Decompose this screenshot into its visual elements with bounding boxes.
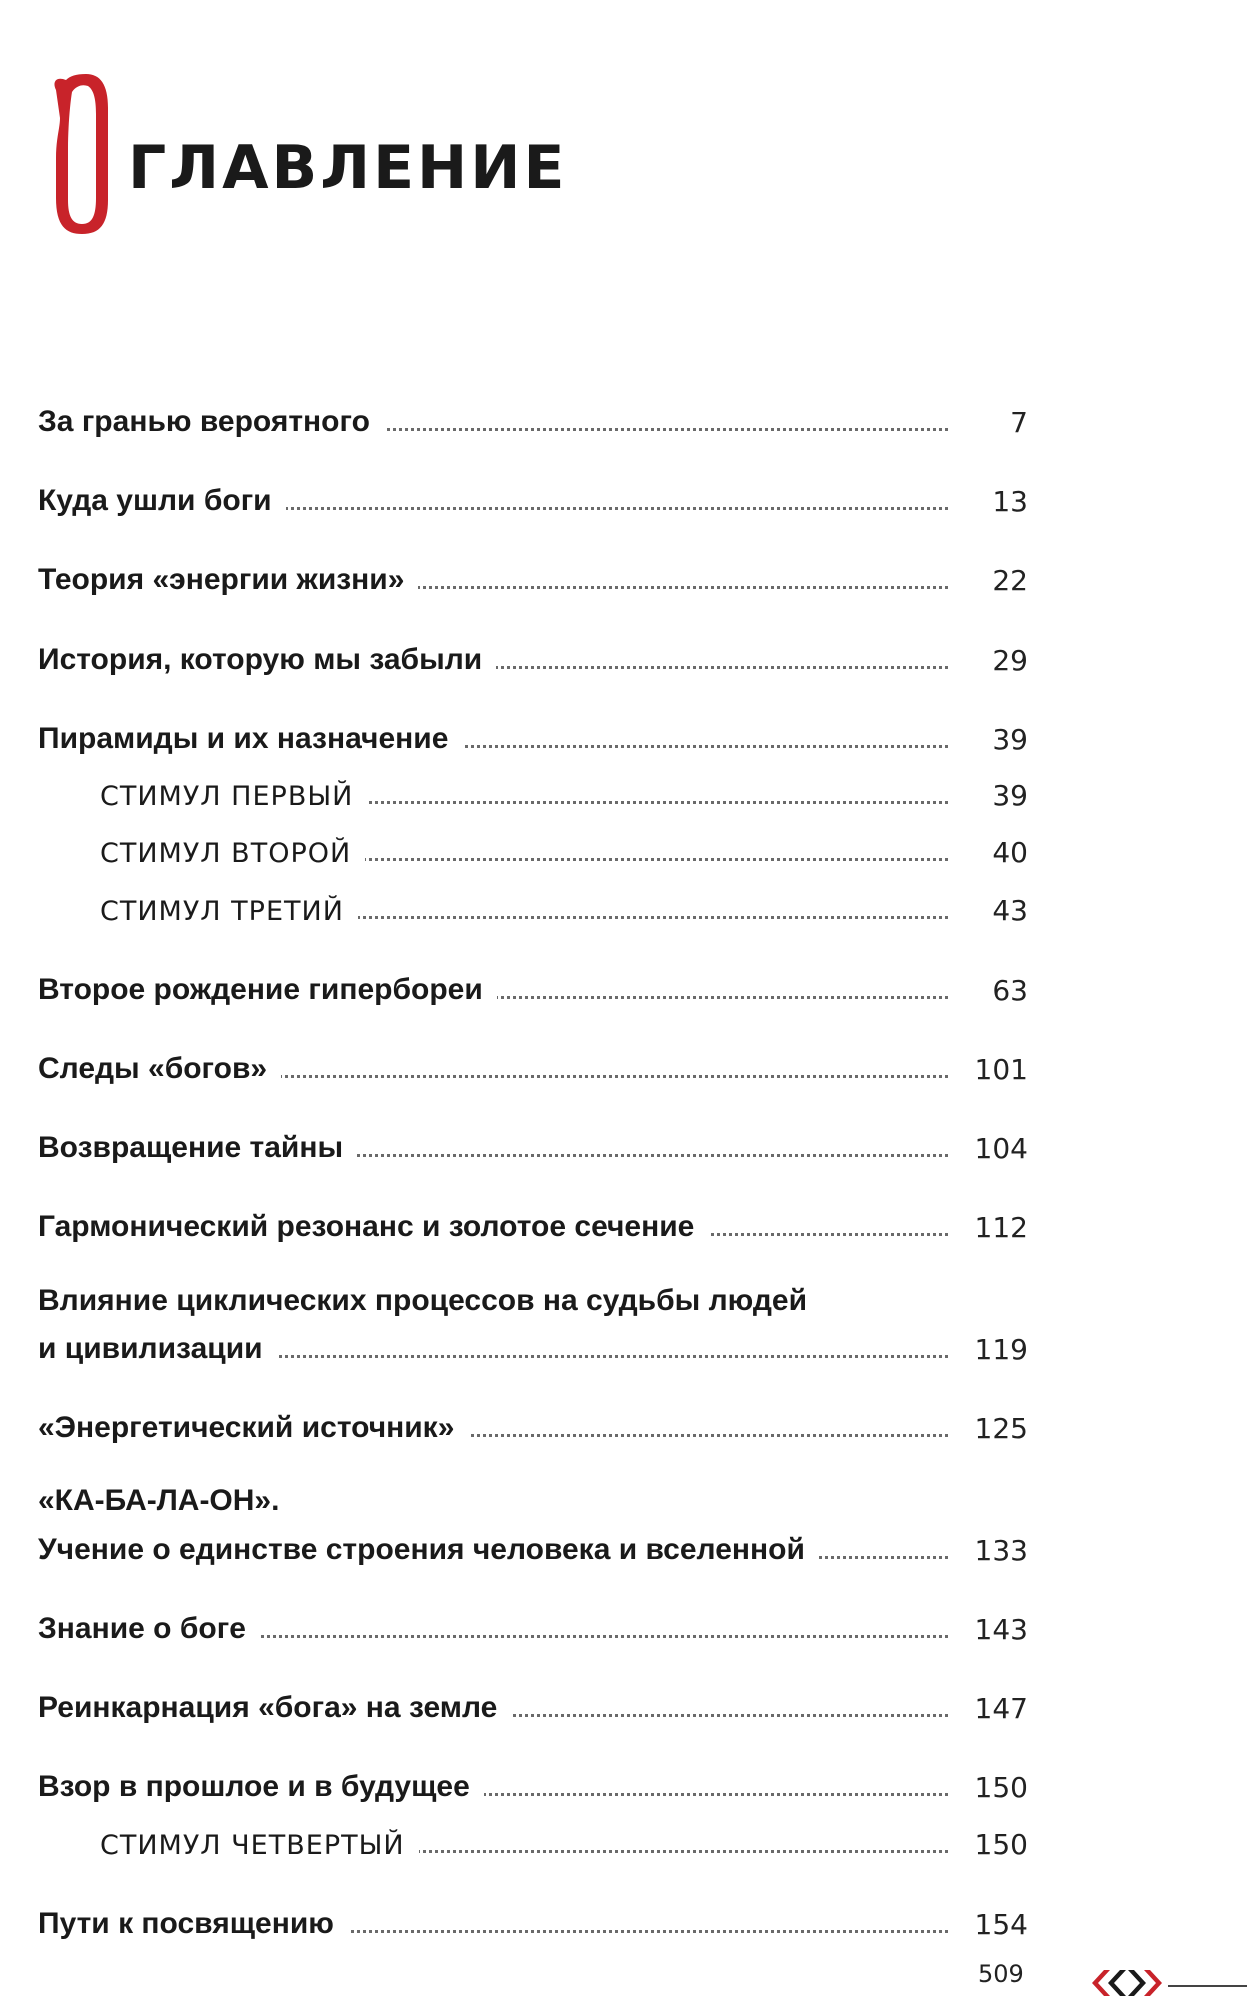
entry-page: 13 — [978, 485, 1028, 518]
entry-title: Теория «энергии жизни» — [38, 563, 418, 597]
entry-page: 133 — [961, 1534, 1028, 1567]
entry-page: 150 — [961, 1828, 1028, 1861]
toc-entry[interactable] — [38, 633, 1028, 681]
entry-page: 112 — [961, 1211, 1028, 1244]
toc-entry[interactable] — [38, 1760, 1028, 1808]
entry-page: 147 — [961, 1692, 1028, 1725]
entry-title: История, которую мы забыли — [38, 643, 496, 677]
toc-entry[interactable] — [38, 1200, 1028, 1248]
subentry-title: СТИМУЛ ВТОРОЙ — [100, 838, 365, 869]
entry-title: Реинкарнация «бога» на земле — [38, 1691, 511, 1725]
entry-page: 150 — [961, 1771, 1028, 1804]
subentry-title: СТИМУЛ ТРЕТИЙ — [100, 896, 358, 927]
toc-entry[interactable] — [38, 1681, 1028, 1729]
entry-title: «Энергетический источник» — [38, 1411, 468, 1445]
entry-page: 143 — [961, 1613, 1028, 1646]
entry-title: Второе рождение гипербореи — [38, 973, 497, 1007]
page-title — [48, 68, 568, 238]
subentry-title: СТИМУЛ ПЕРВЫЙ — [100, 781, 367, 812]
entry-page: 29 — [978, 644, 1028, 677]
entry-page: 43 — [978, 894, 1028, 927]
toc-entry[interactable] — [38, 712, 1028, 760]
entry-page: 63 — [978, 974, 1028, 1007]
entry-title: Знание о боге — [38, 1612, 260, 1646]
entry-page: 125 — [961, 1412, 1028, 1445]
entry-page: 104 — [961, 1132, 1028, 1165]
entry-title-line1: «КА-БА-ЛА-ОН». — [38, 1484, 280, 1517]
toc-subentry[interactable] — [38, 825, 1028, 873]
toc-entry[interactable] — [38, 1523, 1028, 1571]
entry-title: За гранью вероятного — [38, 405, 384, 439]
title-text: ГЛАВЛЕНИЕ — [128, 133, 568, 203]
toc-entry[interactable] — [38, 474, 1028, 522]
toc-entry[interactable] — [38, 1322, 1028, 1370]
entry-title: Следы «богов» — [38, 1052, 281, 1086]
entry-title: Гармонический резонанс и золотое сечение — [38, 1210, 708, 1244]
footer-rule — [1168, 1985, 1247, 1987]
toc-entry[interactable] — [38, 1602, 1028, 1650]
entry-title: и цивилизации — [38, 1332, 277, 1366]
subentry-title: СТИМУЛ ЧЕТВЕРТЫЙ — [100, 1830, 419, 1861]
toc-entry[interactable] — [38, 963, 1028, 1011]
entry-page: 119 — [961, 1333, 1028, 1366]
entry-page: 101 — [961, 1053, 1028, 1086]
toc-entry[interactable] — [38, 553, 1028, 601]
entry-page: 154 — [961, 1908, 1028, 1941]
entry-page: 39 — [978, 779, 1028, 812]
toc-entry[interactable] — [38, 1401, 1028, 1449]
toc-entry[interactable] — [38, 1897, 1028, 1945]
entry-title: Возвращение тайны — [38, 1131, 357, 1165]
entry-title: Взор в прошлое и в будущее — [38, 1770, 484, 1804]
toc-subentry[interactable] — [38, 883, 1028, 931]
entry-title: Куда ушли боги — [38, 484, 286, 518]
entry-title: Пирамиды и их назначение — [38, 722, 462, 756]
entry-page: 7 — [996, 406, 1028, 439]
toc-entry[interactable] — [38, 1042, 1028, 1090]
entry-page: 39 — [978, 723, 1028, 756]
toc-entry[interactable] — [38, 1121, 1028, 1169]
drop-cap-o — [48, 68, 118, 238]
entry-page: 40 — [978, 836, 1028, 869]
entry-page: 22 — [978, 564, 1028, 597]
entry-title: Учение о единстве строения человека и вселенной — [38, 1533, 819, 1567]
entry-title: Пути к посвящению — [38, 1907, 348, 1941]
page-number: 509 — [978, 1960, 1024, 1988]
toc-subentry[interactable] — [38, 1817, 1028, 1865]
toc-entry[interactable] — [38, 395, 1028, 443]
entry-title-line1: Влияние циклических процессов на судьбы людей — [38, 1284, 808, 1317]
toc-subentry[interactable] — [38, 768, 1028, 816]
chevron-logo-icon — [1090, 1966, 1166, 2000]
